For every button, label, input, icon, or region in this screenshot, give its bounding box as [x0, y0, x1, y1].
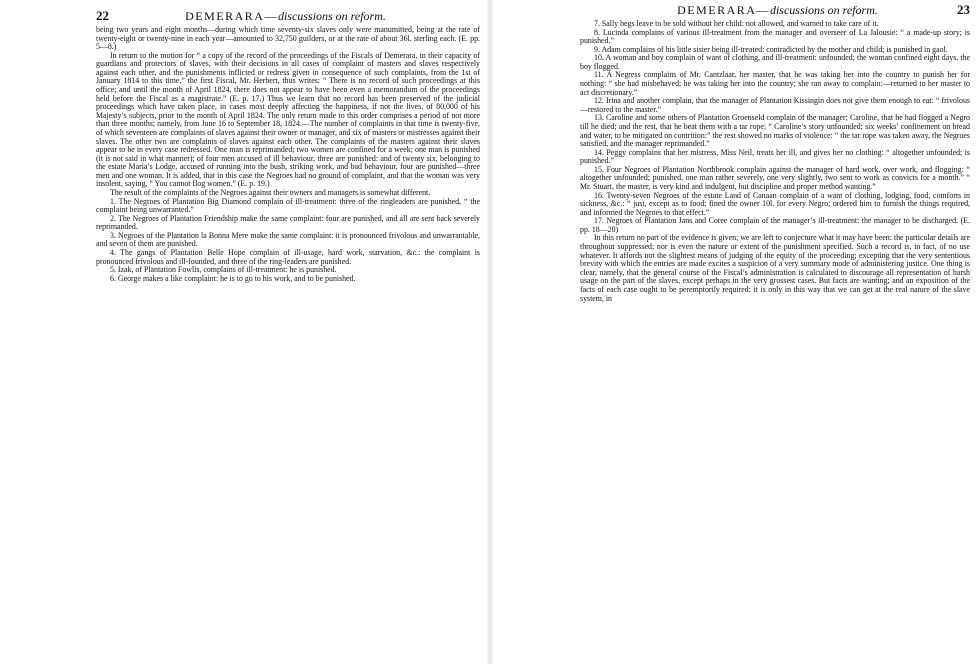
paragraph: 9. Adam complains of his little sister being ill-treated: contradicted by the mother and child; is punished in gaol. — [594, 44, 948, 54]
paragraph: 13. Caroline and some others of Plantation Groenseld complain of the manager; Caroline, that he had flogged a Negro till he died; and the rest, that he beat them with a tar rope: “ Caroline’s story unfounded; six weeks’ confinement on bread and water, to be mitigated on contrition:” the rest showed no marks of violence: “ the tar rope was taken away, the Negroes satisfied, and the manager reprimanded.” — [580, 113, 970, 149]
page-number: 23 — [957, 2, 970, 17]
left-page-header — [96, 8, 480, 24]
paragraph: In return to the motion for “ a copy of the record of the proceedings of the Fiscals of Demerara, in their capacity of guardians and protectors of slaves, with their decisions in all cases of complaint of masters and slaves respectively against each other, and the punishments inflicted or redress given in consequence of such complaints, from the 1st of January 1814 to this time,” the first Fiscal, Mr. Herbert, thus writes: “ There is no record of such proceedings at this office; and until the month of April 1824, there does not appear to have been even a memorandum of the proceedings held before the Fiscal as a magistrate.” (E. p. 17.) Thus we learn that no record has been preserved of the judicial proceedings which have taken place, in cases most deeply affecting the happiness, if not the lives, of 80,000 of his Majesty’s subjects, prior to the month of April 1824. The only return made to this order comprises a period of not more than three months; namely, from June 16 to September 18, 1824.—The number of complaints in that time is twenty-five, of which seventeen are complaints of slaves against their owner or manager, and six of masters or mistresses against their slaves. The other two are complaints of slaves against each other. The complaints of the masters against their slaves appear to be in every case redressed. One man is reprimanded; two women are confined for a week; one man is punished (it is not said in what manner); of four men accused of ill behaviour, three are punished: and of twenty six, belonging to the estate Maria’s Lodge, accused of running into the bush, striking work, and bad behaviour, four are punished—three men and one woman. It is added, that in this case the Negroes had no ground of complaint, and that the woman was very insolent, saying, “ You cannot flog women.” (E. p. 19.) — [96, 50, 480, 189]
paragraph: In this return no part of the evidence is given; we are left to conjecture what it may have been: the particular details are throughout suppressed; nor is even the nature or extent of the punishment specified. Such a record is, in fact, of no use whatever. It affords not the slightest means of judging of the equity of the proceeding; excepting that the very sententious brevity with which the entries are made excites a suspicion of a very summary mode of administering justice. One thing is clear, namely, that the general course of the Fiscal’s administration is calculated to discourage all representation of harsh usage on the part of the slaves, except perhaps in the very grossest cases. But facts are wanting; and an exposition of the facts of each case ought to be peremptorily required: it is only in this way that we can get at the real nature of the slave system, in — [580, 233, 970, 303]
right-page — [490, 0, 980, 664]
paragraph: 5. Izak, of Plantation Fowlis, complains of ill-treatment: he is punished. — [110, 265, 337, 275]
paragraph: 14. Peggy complains that her mistress, Miss Neil, treats her ill, and gives her no clothing: “ altogether unfounded; is punished.” — [580, 147, 970, 166]
running-title: DEMERARA—discussions on reform. — [677, 3, 878, 17]
paragraph: 4. The gangs of Plantation Belle Hope complain of ill-usage, hard work, starvation, &c.: the complaint is pronounced frivolous and ill-founded, and three of the ring-leaders are punished. — [96, 248, 480, 266]
paragraph: 6. George makes a like complaint: he is to go to his work, and to be punished. — [110, 273, 356, 283]
right-page-header — [580, 2, 970, 18]
paragraph: 8. Lucinda complains of various ill-treatment from the manager and overseer of La Jalousie: “ a made-up story; is punished.” — [580, 27, 970, 46]
paragraph: 15. Four Negroes of Plantation Northbrook complain against the manager of hard work, over work, and flogging: “ altogether unfounded; punished, one man rather severely, one very slightly, two sent to work as convicts for a month.” “ Mr. Stuart, the master, is very kind and indulgent, but discipline and proper method wanting.” — [580, 164, 970, 191]
paragraph: 17. Negroes of Plantation Jans and Coree complain of the manager’s ill-treatment: the manager to be discharged. (E. pp. 18—20) — [580, 216, 970, 234]
right-page-body — [580, 20, 970, 303]
paragraph: 2. The Negroes of Plantation Friendship make the same complaint: four are punished, and all are sent back severely reprimanded. — [96, 213, 480, 232]
paragraph: 16. Twenty-seven Negroes of the estate Land of Canaan complain of a want of clothing, lodging, food, comforts in sickness, &c.: “ just, except as to food; fined the owner 10l. for every Negro; ordered him to furnish the things required, and informed the Negroes to that effect.” — [580, 190, 970, 217]
left-page-body — [96, 26, 480, 283]
paragraph: 12. Irina and another complain, that the manager of Plantation Kissingin does not give them enough to eat: “ frivolous—restored to the master.” — [580, 96, 970, 114]
paragraph: 11. A Negress complains of Mr. Cantzlaar, her master, that he was taking her into the country to punish her for nothing: “ she had misbehaved; he was taking her into the country; she ran away to complain:—returned to her master to act discretionary.” — [580, 70, 970, 97]
running-title: DEMERARA—discussions on reform. — [185, 9, 386, 23]
page-number: 22 — [96, 8, 109, 23]
paragraph: 7. Sally begs leave to be sold without her child: not allowed, and warned to take care of it. — [594, 19, 879, 28]
paragraph: being two years and eight months—during which time seventy-six slaves only were manumitted, being at the rate of twenty-eight or twenty-nine in each year—amounted to 32,750 guilders, or at the rate of about 36l. sterling each. (E. pp. 5—8.) — [96, 25, 480, 52]
paragraph: 1. The Negroes of Plantation Big Diamond complain of ill-treatment: three of the ringleaders are punished, “ the complaint being unwarranted.” — [96, 196, 480, 215]
paragraph: 10. A woman and boy complain of want of clothing, and ill-treatment: unfounded; the woman confined eight days, the boy flogged. — [580, 53, 970, 71]
paragraph: 3. Negroes of the Plantation la Bonna Mere make the same complaint: it is pronounced frivolous and unwarrantable, and seven of them are punished. — [96, 230, 480, 249]
paragraph: The result of the complaints of the Negroes against their owners and managers is somewhat different. — [110, 187, 431, 197]
